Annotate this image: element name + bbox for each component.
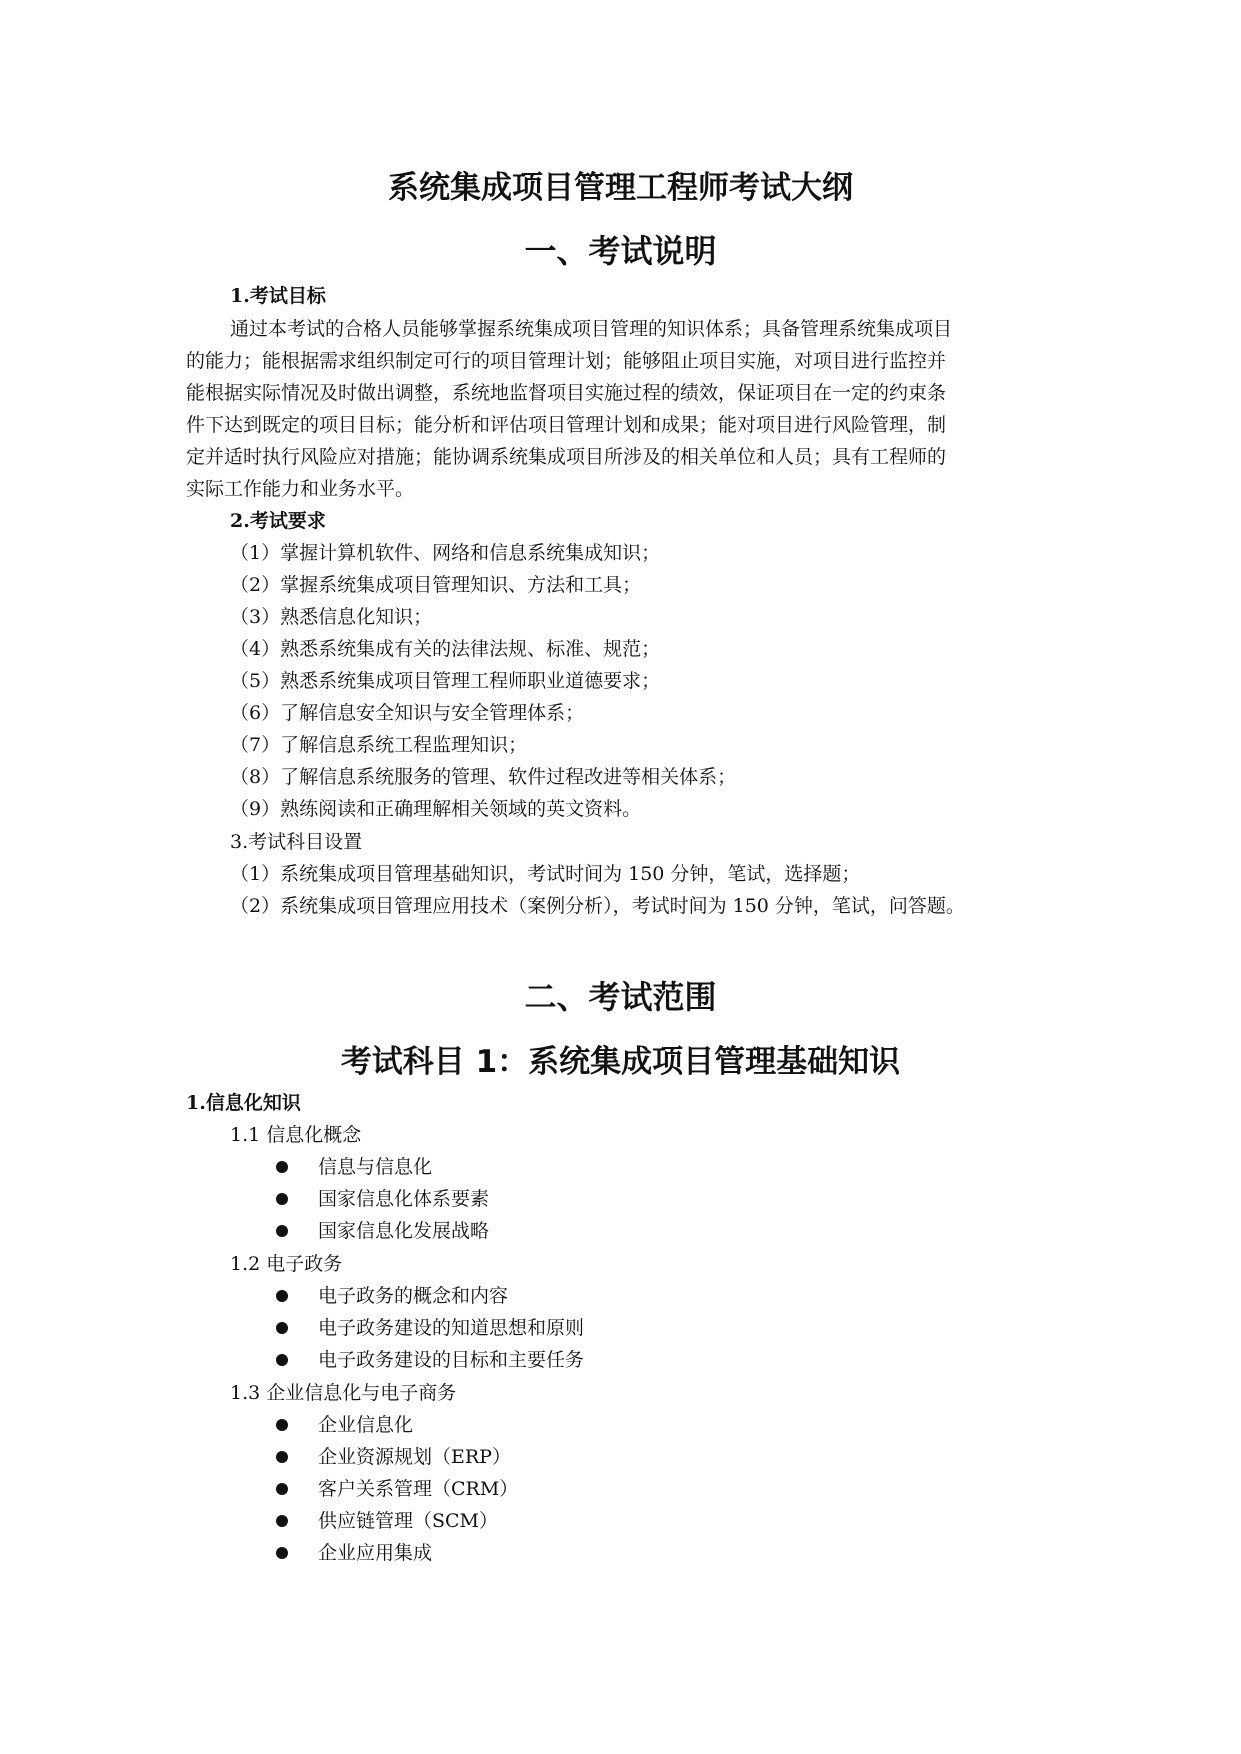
list-item: 国家信息化发展战略 — [318, 1220, 490, 1242]
list-item: 企业资源规划（ERP） — [318, 1446, 511, 1468]
bullet-icon — [276, 1419, 288, 1431]
requirement-item: （4）熟悉系统集成有关的法律法规、标准、规范； — [230, 638, 661, 660]
goal-title: 1.考试目标 — [230, 285, 326, 307]
list-item: 供应链管理（SCM） — [318, 1510, 499, 1532]
goal-line: 件下达到既定的项目目标；能分析和评估项目管理计划和成果；能对项目进行风险管理，制 — [186, 414, 947, 436]
requirement-item: （8）了解信息系统服务的管理、软件过程改进等相关体系； — [230, 766, 737, 788]
bullet-icon — [276, 1547, 288, 1559]
section-heading-exam-description: 一、考试说明 — [524, 232, 717, 270]
bullet-icon — [276, 1290, 288, 1302]
goal-paragraph — [186, 313, 1056, 505]
requirement-item: （2）掌握系统集成项目管理知识、方法和工具； — [230, 574, 642, 596]
requirement-item: （9）熟练阅读和正确理解相关领域的英文资料。 — [230, 798, 642, 820]
group-title: 1.3 企业信息化与电子商务 — [230, 1382, 457, 1404]
list-item: 电子政务的概念和内容 — [318, 1285, 509, 1307]
goal-line: 能根据实际情况及时做出调整，系统地监督项目实施过程的绩效，保证项目在一定的约束条 — [186, 382, 947, 404]
requirement-item: （6）了解信息安全知识与安全管理体系； — [230, 702, 585, 724]
subject-heading: 考试科目 1：系统集成项目管理基础知识 — [340, 1044, 901, 1080]
part-title: 1.信息化知识 — [186, 1092, 301, 1114]
goal-line: 的能力；能根据需求组织制定可行的项目管理计划；能够阻止项目实施，对项目进行监控并 — [186, 350, 947, 372]
document-title: 系统集成项目管理工程师考试大纲 — [388, 170, 853, 206]
section-heading-exam-scope: 二、考试范围 — [524, 978, 717, 1016]
goal-line: 通过本考试的合格人员能够掌握系统集成项目管理的知识体系；具备管理系统集成项目 — [230, 318, 953, 340]
bullet-icon — [276, 1193, 288, 1205]
requirement-item: （5）熟悉系统集成项目管理工程师职业道德要求； — [230, 670, 661, 692]
list-item: 客户关系管理（CRM） — [318, 1478, 519, 1500]
list-item: 国家信息化体系要素 — [318, 1188, 490, 1210]
bullet-icon — [276, 1225, 288, 1237]
requirement-item: （1）掌握计算机软件、网络和信息系统集成知识； — [230, 542, 661, 564]
list-item: 电子政务建设的知道思想和原则 — [318, 1317, 585, 1339]
list-item: 电子政务建设的目标和主要任务 — [318, 1349, 585, 1371]
goal-line: 实际工作能力和业务水平。 — [186, 478, 415, 500]
requirement-item: （7）了解信息系统工程监理知识； — [230, 734, 528, 756]
bullet-icon — [276, 1483, 288, 1495]
requirements-title: 2.考试要求 — [230, 510, 326, 532]
subject-item: （1）系统集成项目管理基础知识，考试时间为 150 分钟，笔试，选择题； — [230, 863, 861, 885]
list-item: 信息与信息化 — [318, 1156, 433, 1178]
subject-item: （2）系统集成项目管理应用技术（案例分析），考试时间为 150 分钟，笔试，问答题。 — [230, 895, 965, 917]
group-title: 1.2 电子政务 — [230, 1253, 343, 1275]
bullet-icon — [276, 1515, 288, 1527]
bullet-icon — [276, 1354, 288, 1366]
bullet-icon — [276, 1451, 288, 1463]
requirement-item: （3）熟悉信息化知识； — [230, 606, 433, 628]
bullet-icon — [276, 1161, 288, 1173]
group-title: 1.1 信息化概念 — [230, 1124, 362, 1146]
bullet-icon — [276, 1322, 288, 1334]
goal-line: 定并适时执行风险应对措施；能协调系统集成项目所涉及的相关单位和人员；具有工程师的 — [186, 446, 947, 468]
list-item: 企业应用集成 — [318, 1542, 433, 1564]
subjects-title: 3.考试科目设置 — [230, 831, 363, 853]
list-item: 企业信息化 — [318, 1414, 414, 1436]
